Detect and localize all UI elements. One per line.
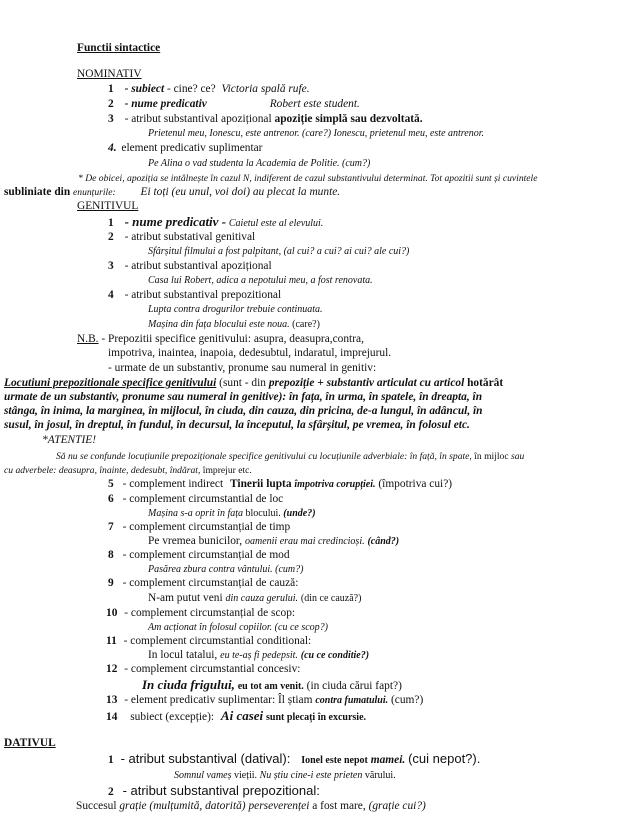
- item-example: eu te-aș fi pedepsit.: [220, 650, 298, 661]
- item-example: a fost mare,: [312, 800, 366, 812]
- locutiuni-text: (sunt - din: [216, 377, 269, 389]
- list-item: [108, 549, 290, 562]
- nb-note: [77, 333, 364, 346]
- example-question: (care?): [292, 319, 320, 330]
- list-item: [108, 521, 290, 534]
- nb-line: impotriva, inaintea, inapoia, dedesubtul, indaratul, imprejurul.: [108, 347, 392, 359]
- item-label: - atribut substatival genitival: [124, 231, 256, 243]
- locutiuni-line: susul, în josul, în dreptul, în fundul, în decursul, la începutul, la sfârșitul, pe vremea, în folosul etc.: [4, 419, 470, 431]
- locutiuni-heading: Locutiuni prepozitionale specifice genitivului: [4, 377, 217, 389]
- locutiuni-line: urmate de un substantiv, pronume sau numeral in genitive): în fața, în urma, în spatele, în dreapta, în: [4, 391, 483, 403]
- list-item: [108, 215, 323, 230]
- list-item: [106, 694, 423, 707]
- item-example-line: [174, 769, 396, 782]
- item-example: grație (mulțumită, datorită) perseverenței: [119, 800, 310, 812]
- item-label: - element predicativ suplimentar:: [124, 694, 276, 706]
- item-number: 13: [106, 694, 118, 706]
- item-question: (cu ce scop?): [274, 622, 328, 633]
- item-label: - nume predicativ -: [124, 214, 227, 229]
- item-example: Sfârșitul filmului a fost palpitant, (al cui? a cui? ai cui? ale cui?): [148, 246, 410, 257]
- note-part: sau: [511, 451, 525, 462]
- nb-label: N.B.: [77, 333, 99, 345]
- item-number: 5: [108, 478, 114, 490]
- list-item: [108, 83, 310, 96]
- item-example-line: [148, 563, 303, 576]
- item-example: Nu știu cine-i este prieten: [259, 770, 363, 781]
- item-label: - complement indirect: [122, 478, 224, 490]
- item-number: 4.: [108, 142, 117, 154]
- item-number: 6: [108, 493, 114, 505]
- item-example: contra vântului.: [208, 564, 273, 575]
- list-item: [108, 260, 272, 273]
- item-example: N-am putut veni: [148, 592, 223, 604]
- list-item: [108, 577, 298, 590]
- attention-note: [4, 464, 252, 477]
- item-example-line: [148, 592, 361, 605]
- item-example: blocului.: [245, 508, 281, 519]
- item-label: - atribut substantival prepozitional: [124, 289, 282, 301]
- item-question: (grație cui?): [368, 800, 426, 812]
- item-question: (cum?): [391, 694, 424, 706]
- item-label: - complement circumstanțial de timp: [122, 521, 291, 533]
- list-item: [108, 142, 262, 155]
- item-label: - complement circumstantial conditional:: [123, 635, 312, 647]
- item-label: - complement circumstanțial de mod: [122, 549, 290, 561]
- list-item: [106, 663, 300, 676]
- item-number: 1: [108, 83, 114, 95]
- item-number: 11: [106, 635, 117, 647]
- section-heading-dativ: DATIVUL: [4, 737, 56, 749]
- item-number: 2: [108, 98, 114, 110]
- item-example: vărului.: [364, 770, 396, 781]
- item-number: 9: [108, 577, 114, 589]
- item-label: - complement circumstantial de loc: [122, 493, 284, 505]
- example-text: Mașina din fața blocului este noua.: [148, 319, 290, 330]
- item-label: - atribut substantival apozițional: [124, 113, 272, 125]
- item-example: Caietul este al elevului.: [228, 218, 324, 229]
- item-example: Mașina s-a oprit în fața: [148, 508, 244, 519]
- attention-note: [56, 450, 524, 463]
- list-item: [106, 635, 311, 648]
- item-example: oamenii erau mai credincioși.: [244, 536, 365, 547]
- note-part: în mijloc: [474, 451, 509, 462]
- note-part: cu adverbele: deasupra, înainte, dedesubt, îndărat,: [4, 465, 201, 476]
- item-example: Îl știam: [277, 694, 313, 706]
- item-number: 10: [106, 607, 118, 619]
- item-label: - complement circumstanțial de cauză:: [122, 577, 299, 589]
- item-label: - complement circumstanțial de scop:: [124, 607, 296, 619]
- item-example-line: [142, 678, 402, 693]
- note-example: Ei toți (eu unul, voi doi) au plecat la munte.: [140, 186, 341, 198]
- item-example-line: [148, 649, 369, 662]
- list-item: [108, 113, 423, 126]
- item-example-line: [148, 507, 316, 520]
- item-example: contra fumatului.: [315, 695, 389, 706]
- list-item: [108, 752, 480, 767]
- item-example: [148, 318, 320, 331]
- item-example: Pe vremea bunicilor,: [148, 535, 243, 547]
- item-example: în folosul copiilor.: [199, 622, 273, 633]
- item-example: Lupta contra drogurilor trebuie continuata.: [148, 304, 323, 315]
- item-example-line: [76, 800, 426, 813]
- item-example: eu tot am venit.: [237, 681, 304, 692]
- item-question: (din ce cauză?): [300, 593, 362, 604]
- item-example: Casa lui Robert, adica a nepotului meu, a fost renovata.: [148, 275, 373, 286]
- item-example: din cauza gerului.: [225, 593, 299, 604]
- item-example: Ai casei: [220, 708, 264, 723]
- item-example: In ciuda frigului,: [142, 677, 235, 692]
- list-item: [108, 784, 320, 799]
- list-item: [106, 709, 366, 724]
- item-example: Robert este student.: [269, 98, 360, 110]
- note-text: [4, 186, 340, 199]
- item-number: 12: [106, 663, 118, 675]
- item-example: Victoria spală rufe.: [221, 83, 310, 95]
- attention-label: *ATENTIE!: [42, 434, 96, 446]
- list-item: [108, 98, 360, 111]
- item-label: - nume predicativ: [124, 98, 207, 110]
- item-example: Succesul: [76, 800, 117, 812]
- item-example: împotriva corupției.: [294, 479, 376, 490]
- nb-text: - Prepozitii specifice genitivului: asupra, deasupra,contra,: [101, 333, 364, 345]
- note-part: subliniate din: [4, 186, 71, 198]
- item-question: - cine? ce?: [164, 83, 216, 95]
- item-example: sunt plecați în excursie.: [266, 712, 367, 723]
- item-example: Ionel este nepot: [301, 755, 368, 766]
- item-number: 3: [108, 260, 114, 272]
- item-label: - atribut substantival prepozitional:: [122, 783, 320, 798]
- note-part: Să nu se confunde locuțiunile prepoziționale specifice genitivului cu locuțiunile adverbiale: în față, în spate,: [56, 451, 472, 462]
- item-question: (cu ce conditie?): [300, 650, 370, 661]
- item-question: (in ciuda cărui fapt?): [306, 680, 402, 692]
- nb-line: - urmate de un substantiv, pronume sau numeral in genitiv:: [108, 362, 377, 374]
- page-title: Functii sintactice: [77, 42, 161, 54]
- item-example: Prietenul meu, Ionescu, este antrenor. (care?) Ionescu, prietenul meu, este antrenor.: [148, 128, 485, 139]
- item-label: - complement circumstantial concesiv:: [124, 663, 301, 675]
- item-example: vieții.: [234, 770, 258, 781]
- list-item: [108, 493, 283, 506]
- item-example: Pasărea zbura: [148, 564, 207, 575]
- item-question: (împotriva cui?): [378, 478, 453, 490]
- item-example: Pe Alina o vad studenta la Academia de Politie. (cum?): [148, 158, 371, 169]
- locutiuni-line: stânga, în inima, la marginea, în mijlocul, în ciuda, din cauza, din pricina, de-a lungul, în adâncul, în: [4, 405, 483, 417]
- item-question: (unde?): [283, 508, 316, 519]
- item-number: 1: [108, 754, 114, 766]
- item-number: 3: [108, 113, 114, 125]
- item-label: - atribut substantival apozițional: [124, 260, 272, 272]
- item-example-line: [148, 621, 328, 634]
- section-heading-genitiv: GENITIVUL: [77, 200, 139, 212]
- note-part: enunțurile:: [73, 187, 116, 198]
- list-item: [106, 607, 295, 620]
- item-number: 14: [106, 711, 118, 723]
- locutiuni-text: hotărât: [464, 377, 504, 389]
- list-item: [108, 289, 281, 302]
- item-label: - subiect: [124, 83, 165, 95]
- section-heading-nominativ: NOMINATIV: [77, 68, 142, 80]
- item-label: - atribut substantival (datival):: [120, 751, 291, 766]
- locutiuni-emphasis: prepoziție + substantiv articulat cu articol: [268, 377, 465, 389]
- item-question: (cui nepot?).: [408, 751, 481, 766]
- list-item: [108, 231, 255, 244]
- item-question: (când?): [367, 536, 400, 547]
- item-example: In locul tatalui,: [148, 649, 218, 661]
- note-part: împrejur etc.: [202, 465, 252, 476]
- item-number: 2: [108, 786, 114, 798]
- item-example: Somnul vameș: [174, 770, 232, 781]
- item-number: 2: [108, 231, 114, 243]
- item-number: 8: [108, 549, 114, 561]
- item-example: Am acționat: [148, 622, 197, 633]
- item-label: subiect (excepție):: [130, 711, 215, 723]
- item-emphasis: apoziție simplă sau dezvoltată.: [274, 113, 423, 125]
- item-label: element predicativ suplimentar: [121, 142, 263, 154]
- list-item: [108, 478, 452, 491]
- item-example: mamei.: [370, 754, 406, 766]
- note-text: * De obicei, apoziția se intâlnește în cazul N, indiferent de cazul substantivului determinat. Tot apozitii sunt și cuvintele: [78, 173, 538, 184]
- item-example-line: [148, 535, 399, 548]
- item-number: 1: [108, 217, 114, 229]
- item-question: (cum?): [275, 564, 304, 575]
- locutiuni-line: [4, 377, 503, 390]
- item-number: 7: [108, 521, 114, 533]
- item-example: Tinerii lupta: [230, 478, 292, 490]
- item-number: 4: [108, 289, 114, 301]
